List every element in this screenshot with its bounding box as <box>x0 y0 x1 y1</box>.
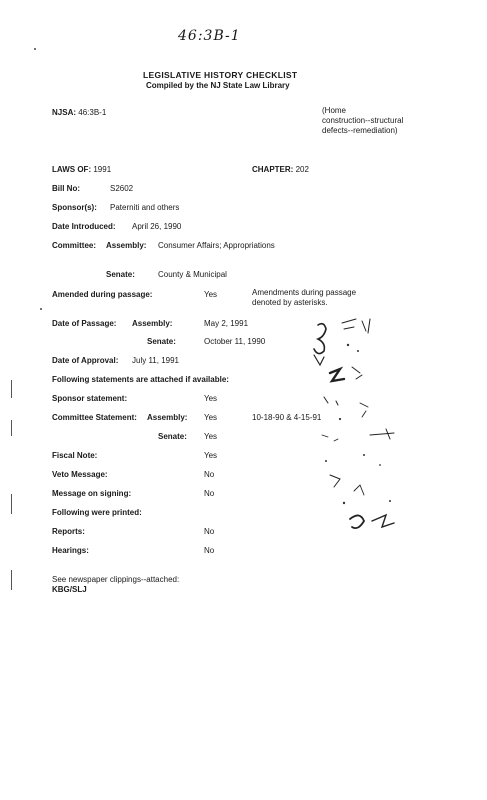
scan-speck <box>40 308 42 310</box>
sponsor-value: Paterniti and others <box>110 203 180 212</box>
hearings-label: Hearings: <box>52 546 89 555</box>
amended-note: Amendments during passage denoted by asterisks. <box>252 288 357 307</box>
laws-of-label: LAWS OF: <box>52 165 92 174</box>
chapter-label: CHAPTER: <box>252 165 294 174</box>
committee-label: Committee: <box>52 241 97 250</box>
approval-value: July 11, 1991 <box>132 356 179 365</box>
bill-no-value: S2602 <box>110 184 134 193</box>
laws-of-row <box>52 165 111 174</box>
scan-margin-mark <box>11 570 12 590</box>
committee-assembly-value: Consumer Affairs; Appropriations <box>158 241 275 250</box>
committee-senate-label: Senate: <box>106 270 135 279</box>
scan-margin-mark <box>11 380 12 398</box>
passage-label: Date of Passage: <box>52 319 117 328</box>
scan-margin-mark <box>11 420 12 436</box>
njsa-label: NJSA: <box>52 108 77 117</box>
sponsor-label: Sponsor(s): <box>52 203 97 212</box>
date-introduced-value: April 26, 1990 <box>132 222 182 231</box>
njsa-value: 46:3B-1 <box>78 108 107 117</box>
committee-statement-assembly-label: Assembly: <box>147 413 188 422</box>
hearings-value: No <box>204 546 215 555</box>
committee-senate-value: County & Municipal <box>158 270 227 279</box>
njsa-row <box>52 108 106 117</box>
passage-assembly-value: May 2, 1991 <box>204 319 249 328</box>
passage-senate-label: Senate: <box>147 337 176 346</box>
scan-margin-mark <box>11 494 12 514</box>
handwritten-statute-number: 46:3B-1 <box>178 28 241 44</box>
initials: KBG/SLJ <box>52 585 87 594</box>
message-on-signing-label: Message on signing: <box>52 489 132 498</box>
scan-speck <box>34 48 36 50</box>
approval-label: Date of Approval: <box>52 356 119 365</box>
message-on-signing-value: No <box>204 489 215 498</box>
amended-value: Yes <box>204 290 218 299</box>
committee-statement-senate-label: Senate: <box>158 432 187 441</box>
committee-statement-label: Committee Statement: <box>52 413 137 422</box>
laws-of-value: 1991 <box>93 165 112 174</box>
bill-no-label: Bill No: <box>52 184 80 193</box>
clippings-note: See newspaper clippings--attached: <box>52 575 180 584</box>
passage-senate-value: October 11, 1990 <box>204 337 266 346</box>
page-subtitle: Compiled by the NJ State Law Library <box>146 81 290 90</box>
committee-statement-assembly-dates: 10-18-90 & 4-15-91 <box>252 413 322 422</box>
committee-statement-assembly-value: Yes <box>204 413 218 422</box>
page-title: LEGISLATIVE HISTORY CHECKLIST <box>143 70 298 80</box>
chapter-value: 202 <box>295 165 309 174</box>
sponsor-statement-value: Yes <box>204 394 218 403</box>
chapter-row <box>252 165 309 174</box>
fiscal-note-label: Fiscal Note: <box>52 451 98 460</box>
sponsor-statement-label: Sponsor statement: <box>52 394 128 403</box>
committee-assembly-label: Assembly: <box>106 241 147 250</box>
statute-description: (Home construction--structural defects--remediation) <box>322 106 404 135</box>
date-introduced-label: Date Introduced: <box>52 222 116 231</box>
reports-label: Reports: <box>52 527 85 536</box>
amended-label: Amended during passage: <box>52 290 153 299</box>
passage-assembly-label: Assembly: <box>132 319 173 328</box>
following-printed-heading: Following were printed: <box>52 508 142 517</box>
reports-value: No <box>204 527 215 536</box>
following-attached-heading: Following statements are attached if available: <box>52 375 229 384</box>
faded-stamp-marks <box>300 315 410 545</box>
committee-statement-senate-value: Yes <box>204 432 218 441</box>
veto-message-label: Veto Message: <box>52 470 108 479</box>
veto-message-value: No <box>204 470 215 479</box>
fiscal-note-value: Yes <box>204 451 218 460</box>
